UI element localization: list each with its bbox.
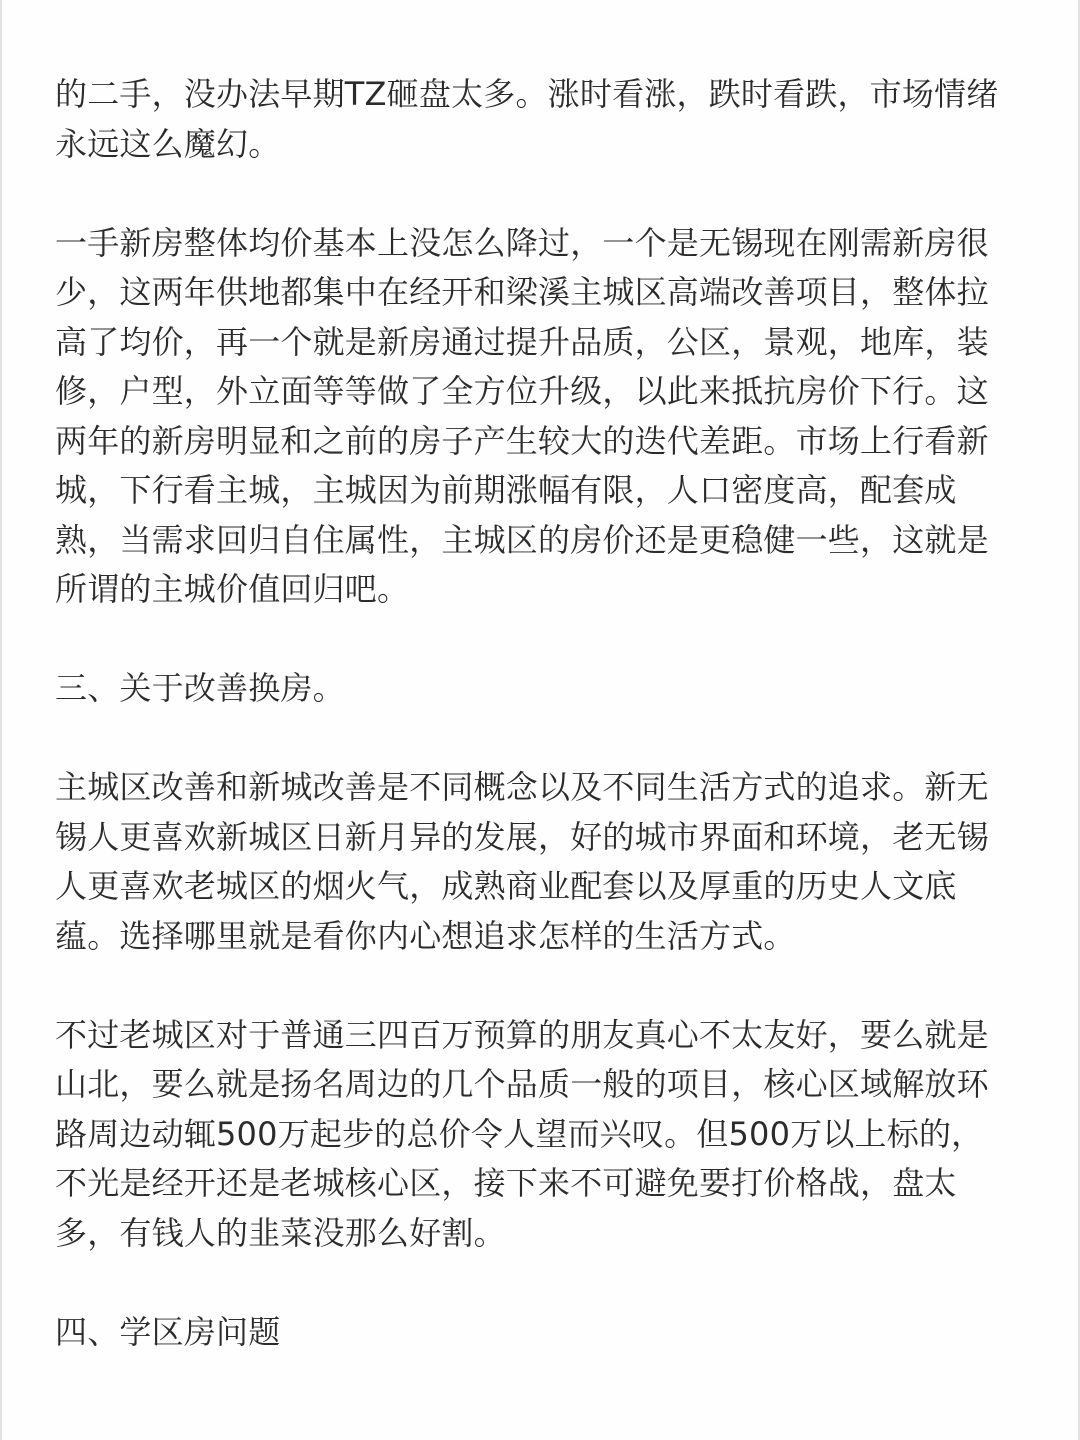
text-line: 不过老城区对于普通三四百万预算的朋友真心不太友好，要么就是 bbox=[55, 1015, 989, 1054]
paragraph-budget bbox=[55, 1011, 1030, 1259]
text-line: 的二手，没办法早期TZ砸盘太多。涨时看涨，跌时看跌，市场情绪 bbox=[55, 75, 999, 113]
section-heading-school-district bbox=[55, 1308, 1030, 1358]
text-line: 熟，当需求回归自住属性，主城区的房价还是更稳健一些，这就是 bbox=[55, 520, 989, 559]
text-line: 永远这么魔幻。 bbox=[55, 124, 281, 163]
paragraph-secondhand-market bbox=[55, 70, 1030, 169]
text-line: 城，下行看主城，主城因为前期涨幅有限，人口密度高，配套成 bbox=[55, 471, 957, 509]
text-line: 多，有钱人的韭菜没那么好割。 bbox=[55, 1213, 506, 1252]
text-line: 两年的新房明显和之前的房子产生较大的迭代差距。市场上行看新 bbox=[55, 421, 989, 460]
text-line: 蕴。选择哪里就是看你内心想追求怎样的生活方式。 bbox=[55, 916, 796, 955]
text-line: 修，户型，外立面等等做了全方位升级，以此来抵抗房价下行。这 bbox=[55, 372, 989, 410]
article-body bbox=[55, 70, 1030, 1407]
text-line: 高了均价，再一个就是新房通过提升品质，公区，景观，地库，装 bbox=[55, 322, 989, 361]
text-line: 锡人更喜欢新城区日新月异的发展，好的城市界面和环境，老无锡 bbox=[55, 817, 989, 856]
heading-line: 三、关于改善换房。 bbox=[55, 669, 345, 707]
text-line: 所谓的主城价值回归吧。 bbox=[55, 570, 410, 608]
section-heading-improvement bbox=[55, 664, 1030, 714]
text-line: 山北，要么就是扬名周边的几个品质一般的项目，核心区域解放环 bbox=[55, 1065, 989, 1103]
paragraph-old-vs-new-city bbox=[55, 763, 1030, 961]
text-line: 少，这两年供地都集中在经开和梁溪主城区高端改善项目，整体拉 bbox=[55, 273, 989, 311]
text-line: 一手新房整体均价基本上没怎么降过，一个是无锡现在刚需新房很 bbox=[55, 223, 989, 262]
text-line: 人更喜欢老城区的烟火气，成熟商业配套以及厚重的历史人文底 bbox=[55, 867, 957, 905]
text-line: 不光是经开还是老城核心区，接下来不可避免要打价格战，盘太 bbox=[55, 1164, 957, 1202]
paragraph-new-house-prices bbox=[55, 219, 1030, 615]
text-line: 路周边动辄500万起步的总价令人望而兴叹。但500万以上标的， bbox=[55, 1114, 984, 1153]
text-line: 主城区改善和新城改善是不同概念以及不同生活方式的追求。新无 bbox=[55, 768, 989, 806]
heading-line: 四、学区房问题 bbox=[55, 1312, 281, 1351]
